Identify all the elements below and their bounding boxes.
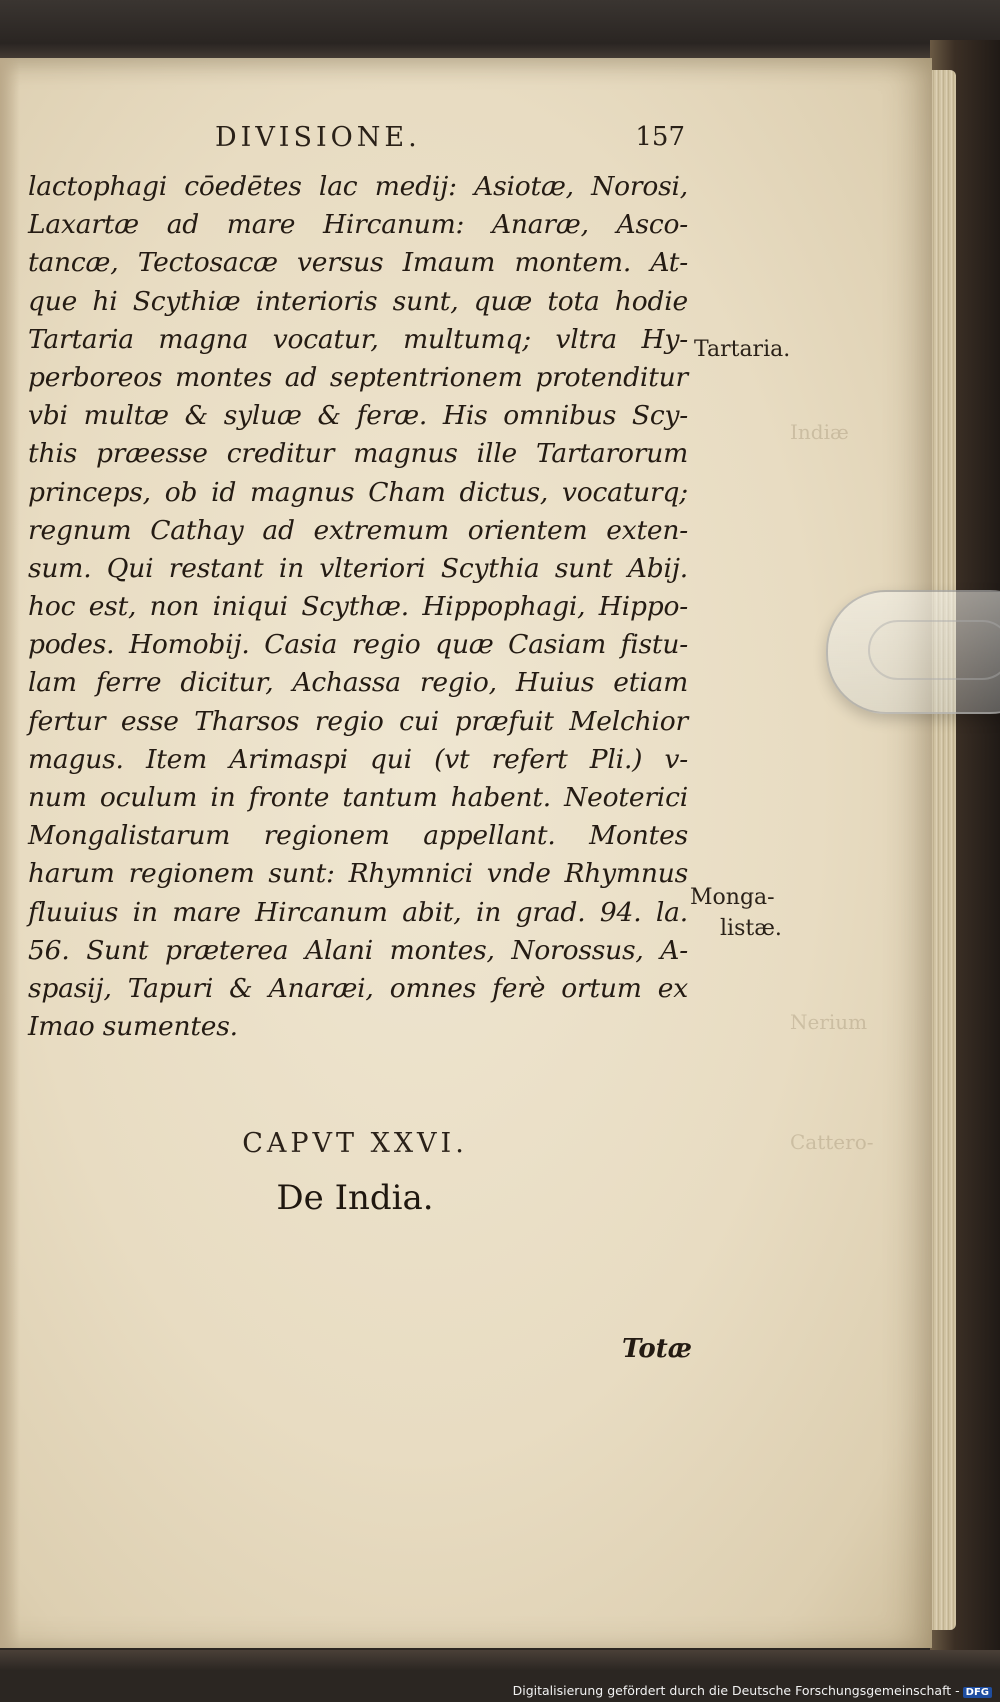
running-header <box>215 122 685 166</box>
text-line: tancæ, Tectosacæ versus Imaum montem. At- <box>28 247 688 279</box>
text-line: Imao sumentes. <box>28 1011 238 1043</box>
text-line: hoc est, non iniqui Scythæ. Hippophagi, Hippo- <box>28 591 688 623</box>
text-line: fluuius in mare Hircanum abit, in grad. 94. la. <box>28 896 688 928</box>
text-line: vbi multæ & syluæ & feræ. His omnibus Scy- <box>28 400 688 432</box>
digitization-credit <box>513 1683 992 1698</box>
body-text <box>28 168 688 1046</box>
running-head: DIVISIONE. <box>215 122 421 153</box>
show-through-text: Cattero- <box>790 1130 874 1154</box>
show-through-text: Indiæ <box>790 420 849 444</box>
margin-note-line: Monga- <box>690 885 775 910</box>
page-stack-edge <box>930 70 956 1630</box>
text-line: spasij, Tapuri & Anaræi, omnes ferè ortum ex <box>28 972 688 1004</box>
margin-note-tartaria: Tartaria. <box>694 337 791 362</box>
text-line: que hi Scythiæ interioris sunt, quæ tota hodie <box>28 285 688 317</box>
page-clip <box>826 590 1000 714</box>
page-number: 157 <box>635 122 685 152</box>
text-line: this præesse creditur magnus ille Tartarorum <box>28 438 688 470</box>
scan-background-top <box>0 0 1000 62</box>
text-line: Mongalistarum regionem appellant. Montes <box>28 820 688 852</box>
show-through-text: Nerium <box>790 1010 868 1034</box>
margin-note-line: listæ. <box>720 916 782 941</box>
catchword: Totæ <box>622 1334 692 1364</box>
text-line: 56. Sunt præterea Alani montes, Norossus, A- <box>28 934 688 966</box>
text-line: podes. Homobij. Casia regio quæ Casiam fistu- <box>28 629 688 661</box>
credit-text: Digitalisierung gefördert durch die Deutsche Forschungsgemeinschaft - <box>512 1683 960 1698</box>
dfg-logo: DFG <box>963 1687 992 1698</box>
text-line: fertur esse Tharsos regio cui præfuit Melchior <box>28 705 688 737</box>
text-line: lam ferre dicitur, Achassa regio, Huius etiam <box>28 667 688 699</box>
text-line: harum regionem sunt: Rhymnici vnde Rhymnus <box>28 858 688 890</box>
text-line: princeps, ob id magnus Cham dictus, vocaturq; <box>28 476 688 508</box>
text-line: Laxartæ ad mare Hircanum: Anaræ, Asco- <box>28 209 688 241</box>
text-line: lactophagi cōedētes lac medij: Asiotæ, Norosi, <box>28 171 688 202</box>
text-line: sum. Qui restant in vlteriori Scythia sunt Abij. <box>28 552 688 584</box>
text-line: magus. Item Arimaspi qui (vt refert Pli.) v- <box>28 743 688 775</box>
text-line: num oculum in fronte tantum habent. Neoterici <box>28 782 688 813</box>
text-line: regnum Cathay ad extremum orientem exten- <box>28 514 688 546</box>
margin-note-mongalistae <box>690 882 782 944</box>
page-gutter-shadow <box>0 58 20 1648</box>
text-line: perboreos montes ad septentrionem protenditur <box>28 361 688 393</box>
chapter-title: De India. <box>276 1178 434 1218</box>
text-line: Tartaria magna vocatur, multumq; vltra Hy- <box>28 323 688 355</box>
chapter-heading: CAPVT XXVI. <box>242 1128 468 1159</box>
